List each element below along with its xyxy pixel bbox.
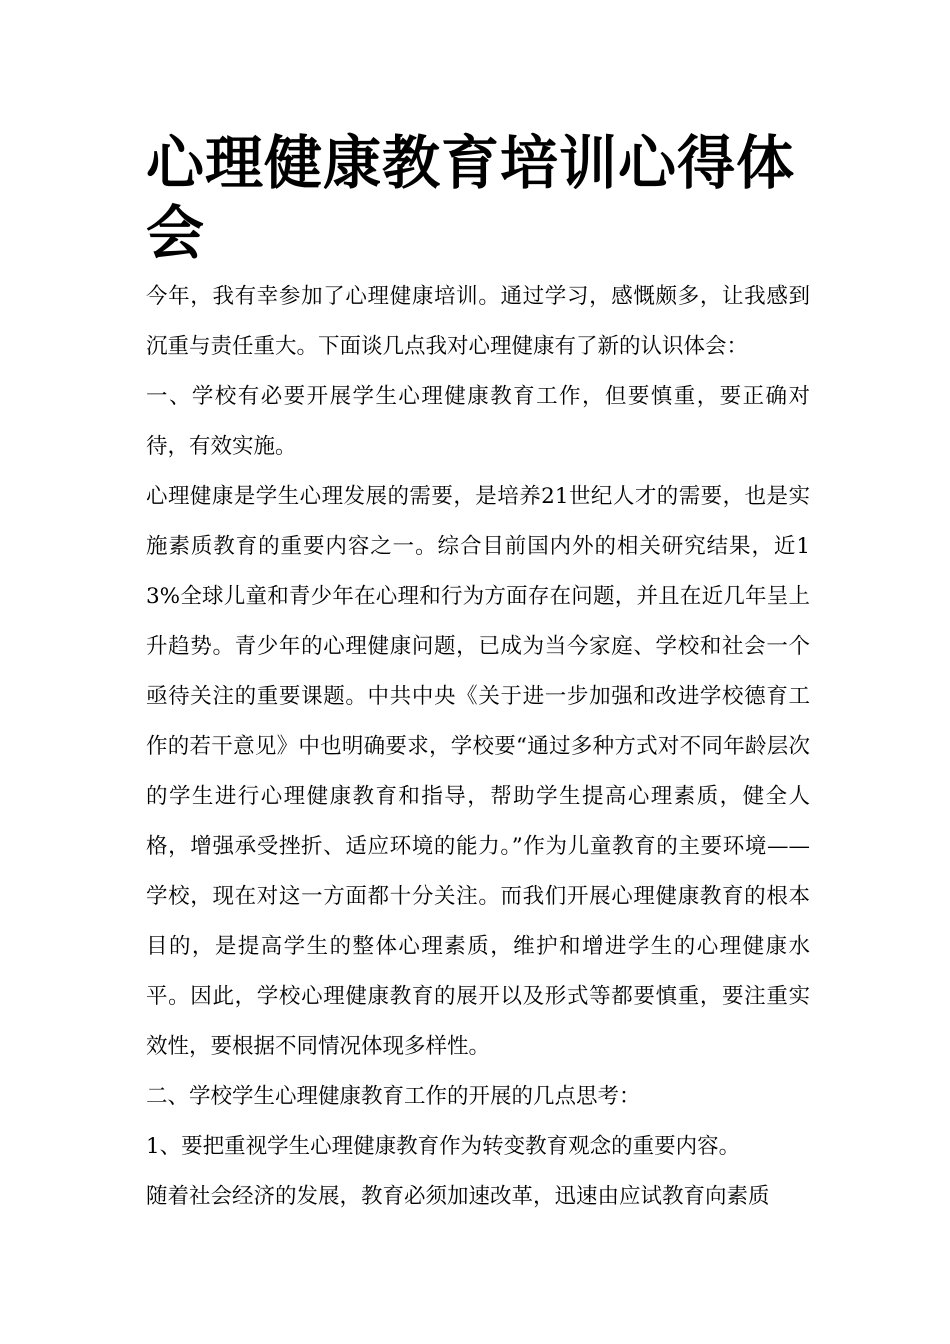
document-page	[146, 128, 810, 1222]
paragraph-section-one-heading: 一、学校有必要开展学生心理健康教育工作，但要慎重，要正确对待，有效实施。	[146, 384, 810, 459]
document-title: 心理健康教育培训心得体会	[146, 129, 796, 267]
paragraph-intro: 今年，我有幸参加了心理健康培训。通过学习，感慨颇多，让我感到沉重与责任重大。下面谈几点我对心理健康有了新的认识体会：	[146, 284, 810, 359]
paragraph-section-one-body: 心理健康是学生心理发展的需要，是培养21世纪人才的需要，也是实施素质教育的重要内容之一。综合目前国内外的相关研究结果，近13%全球儿童和青少年在心理和行为方面存在问题，并且在近几年呈上升趋势。青少年的心理健康问题，已成为当今家庭、学校和社会一个亟待关注的重要课题。中共中央《关于进一步加强和改进学校德育工作的若干意见》中也明确要求，学校要“通过多种方式对不同年龄层次的学生进行心理健康教育和指导，帮助学生提高心理素质，健全人格，增强承受挫折、适应环境的能力。”作为儿童教育的主要环境——学校，现在对这一方面都十分关注。而我们开展心理健康教育的根本目的，是提高学生的整体心理素质，维护和增进学生的心理健康水平。因此，学校心理健康教育的展开以及形式等都要慎重，要注重实效性，要根据不同情况体现多样性。	[146, 484, 810, 1059]
paragraph-point-one: 1、要把重视学生心理健康教育作为转变教育观念的重要内容。	[146, 1134, 741, 1159]
paragraph-point-one-body: 随着社会经济的发展，教育必须加速改革，迅速由应试教育向素质	[146, 1184, 770, 1209]
paragraph-section-two-heading: 二、学校学生心理健康教育工作的开展的几点思考：	[146, 1084, 641, 1109]
